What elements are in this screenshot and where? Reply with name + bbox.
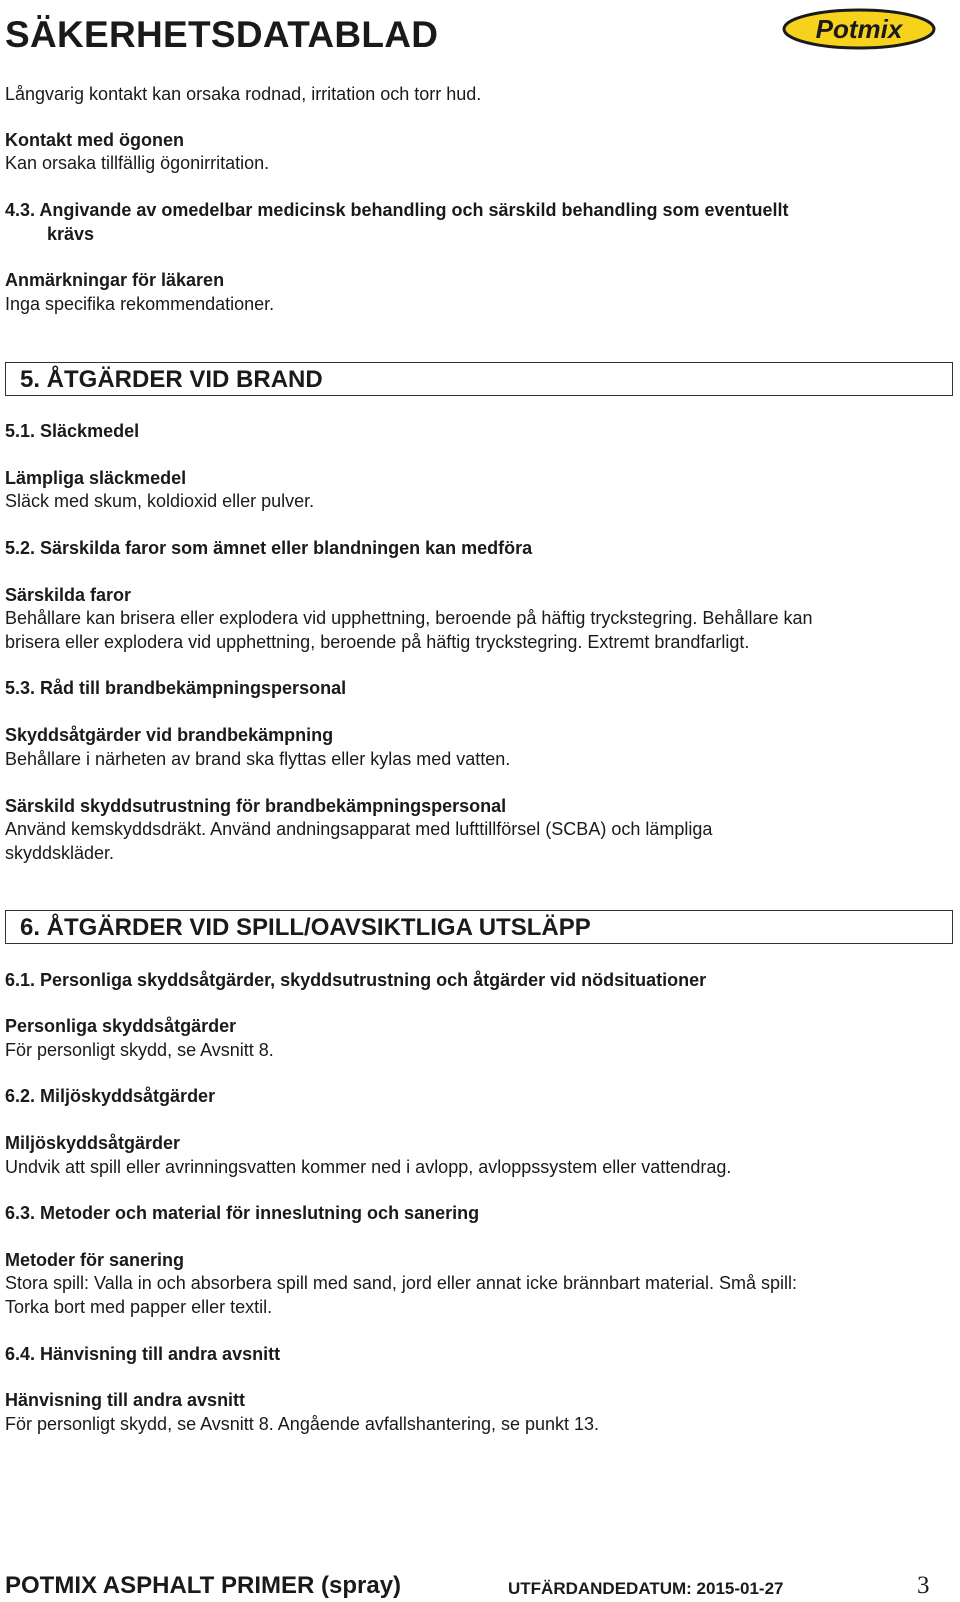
paragraph: Stora spill: Valla in och absorbera spill med sand, jord eller annat icke brännbart material. Små spill: xyxy=(5,1273,798,1293)
subheading-doctor-notes: Anmärkningar för läkaren xyxy=(5,270,225,290)
section-heading-5-1: 5.1. Släckmedel xyxy=(5,421,140,441)
subheading: Metoder för sanering xyxy=(5,1250,185,1270)
section-6-title-box xyxy=(5,910,953,944)
logo-text: Potmix xyxy=(815,14,903,44)
section-heading-4-3-cont: krävs xyxy=(47,224,95,244)
paragraph: Behållare i närheten av brand ska flyttas eller kylas med vatten. xyxy=(5,749,511,769)
subheading: Skyddsåtgärder vid brandbekämpning xyxy=(5,725,334,745)
section-5-title: 5. ÅTGÄRDER VID BRAND xyxy=(20,366,323,393)
paragraph: Släck med skum, koldioxid eller pulver. xyxy=(5,491,315,511)
section-heading-6-4: 6.4. Hänvisning till andra avsnitt xyxy=(5,1344,281,1364)
subheading: Särskild skyddsutrustning för brandbekämpningspersonal xyxy=(5,796,507,816)
paragraph: Långvarig kontakt kan orsaka rodnad, irritation och torr hud. xyxy=(5,84,482,104)
section-heading-6-2: 6.2. Miljöskyddsåtgärder xyxy=(5,1086,216,1106)
paragraph: Behållare kan brisera eller explodera vid upphettning, beroende på häftig tryckstegring. Behållare kan xyxy=(5,608,813,628)
paragraph: Undvik att spill eller avrinningsvatten kommer ned i avlopp, avloppssystem eller vattendrag. xyxy=(5,1157,732,1177)
section-heading-5-3: 5.3. Råd till brandbekämpningspersonal xyxy=(5,678,347,698)
subheading-eye-contact: Kontakt med ögonen xyxy=(5,130,184,150)
section-5-title-box xyxy=(5,362,953,396)
section-heading-6-3: 6.3. Metoder och material för inneslutning och sanering xyxy=(5,1203,480,1223)
subheading: Miljöskyddsåtgärder xyxy=(5,1133,181,1153)
paragraph: brisera eller explodera vid upphettning, beroende på häftig tryckstegring. Extremt brandfarligt. xyxy=(5,632,750,652)
section-heading-5-2: 5.2. Särskilda faror som ämnet eller blandningen kan medföra xyxy=(5,538,533,558)
paragraph: skyddskläder. xyxy=(5,843,115,863)
subheading: Lämpliga släckmedel xyxy=(5,468,187,488)
section-heading-6-1: 6.1. Personliga skyddsåtgärder, skyddsutrustning och åtgärder vid nödsituationer xyxy=(5,970,707,990)
subheading: Särskilda faror xyxy=(5,585,132,605)
section-6-title: 6. ÅTGÄRDER VID SPILL/OAVSIKTLIGA UTSLÄPP xyxy=(20,914,591,941)
footer-product-name: POTMIX ASPHALT PRIMER (spray) xyxy=(5,1572,402,1599)
subheading: Hänvisning till andra avsnitt xyxy=(5,1390,246,1410)
paragraph: För personligt skydd, se Avsnitt 8. xyxy=(5,1040,274,1060)
footer-page-number: 3 xyxy=(917,1572,930,1599)
potmix-logo xyxy=(782,8,936,50)
paragraph: Kan orsaka tillfällig ögonirritation. xyxy=(5,153,270,173)
subheading: Personliga skyddsåtgärder xyxy=(5,1016,237,1036)
paragraph: För personligt skydd, se Avsnitt 8. Angående avfallshantering, se punkt 13. xyxy=(5,1414,600,1434)
footer-issue-date: UTFÄRDANDEDATUM: 2015-01-27 xyxy=(508,1579,784,1598)
paragraph: Använd kemskyddsdräkt. Använd andningsapparat med lufttillförsel (SCBA) och lämpliga xyxy=(5,819,713,839)
paragraph: Inga specifika rekommendationer. xyxy=(5,294,275,314)
document-title: SÄKERHETSDATABLAD xyxy=(5,14,439,55)
section-heading-4-3: 4.3. Angivande av omedelbar medicinsk behandling och särskild behandling som eventuellt xyxy=(5,200,789,220)
paragraph: Torka bort med papper eller textil. xyxy=(5,1297,273,1317)
